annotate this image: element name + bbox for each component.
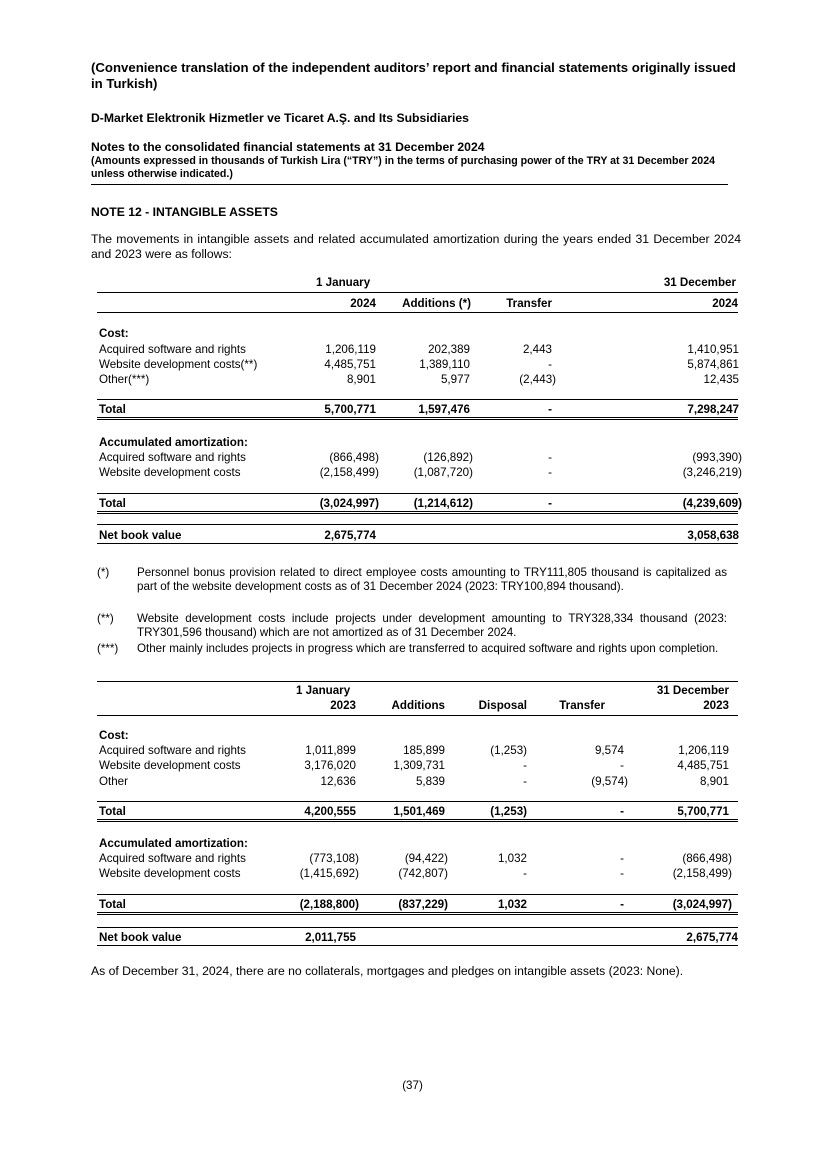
closing-paragraph: As of December 31, 2024, there are no collaterals, mortgages and pledges on intangible assets (2023: None). — [91, 964, 684, 978]
nbv-close: 3,058,638 — [687, 529, 739, 542]
double-underline — [97, 914, 738, 915]
close-value: (2,158,499) — [672, 867, 732, 880]
additions-total: 1,597,476 — [418, 403, 470, 416]
additions-total: 1,501,469 — [393, 805, 445, 818]
footnote-text: Other mainly includes projects in progress which are transferred to acquired software and rights upon completion. — [137, 642, 719, 655]
amort-label: Accumulated amortization: — [99, 436, 248, 449]
transfer-value: - — [548, 466, 552, 479]
col-open-top: 1 January — [296, 684, 351, 697]
close-value: 1,410,951 — [687, 343, 739, 356]
total-top-rule — [97, 493, 738, 494]
nbv-open: 2,675,774 — [324, 529, 376, 542]
disposal-value: - — [523, 775, 527, 788]
additions-value: (742,807) — [398, 867, 448, 880]
cost-label: Cost: — [99, 729, 129, 742]
open-value: 1,011,899 — [305, 744, 356, 757]
additions-value: 5,977 — [440, 373, 470, 386]
row-label: Website development costs — [99, 466, 241, 479]
open-total: (2,188,800) — [299, 898, 359, 911]
nbv-label: Net book value — [99, 931, 182, 944]
transfer-value: - — [620, 852, 624, 865]
transfer-total: - — [548, 497, 552, 510]
nbv-label: Net book value — [99, 529, 182, 542]
col-open-year: 2023 — [330, 699, 356, 712]
row-label: Acquired software and rights — [99, 343, 246, 356]
row-label: Acquired software and rights — [99, 451, 246, 464]
additions-value: (94,422) — [404, 852, 448, 865]
total-label: Total — [99, 403, 126, 416]
col-additions: Additions — [391, 699, 445, 712]
total-label: Total — [99, 497, 126, 510]
col-transfer: Transfer — [506, 297, 552, 310]
col-close-year: 2024 — [712, 297, 738, 310]
col-close-year: 2023 — [703, 699, 729, 712]
open-value: (1,415,692) — [299, 867, 359, 880]
total-top-rule — [97, 399, 738, 400]
transfer-total: - — [548, 403, 552, 416]
open-total: (3,024,997) — [319, 497, 379, 510]
transfer-value: - — [548, 358, 552, 371]
open-value: 1,206,119 — [325, 343, 376, 356]
open-value: (866,498) — [329, 451, 379, 464]
close-total: (3,024,997) — [672, 898, 732, 911]
col-disposal: Disposal — [478, 699, 527, 712]
nbv-bottom-rule — [97, 543, 738, 544]
close-value: 5,874,861 — [687, 358, 739, 371]
close-value: (866,498) — [682, 852, 732, 865]
disposal-value: 1,032 — [497, 852, 527, 865]
transfer-value: 2,443 — [522, 343, 552, 356]
row-label: Other(***) — [99, 373, 150, 386]
header-bottom-rule — [97, 312, 738, 313]
page-number: (37) — [402, 1079, 423, 1092]
col-additions: Additions (*) — [402, 297, 471, 310]
open-total: 5,700,771 — [324, 403, 376, 416]
nbv-open: 2,011,755 — [305, 931, 356, 944]
footnote-mark: (**) — [97, 612, 114, 625]
double-underline — [97, 821, 738, 822]
row-label: Website development costs — [99, 867, 241, 880]
nbv-top-rule — [97, 927, 738, 928]
disposal-total: 1,032 — [497, 898, 527, 911]
col-open-year: 2024 — [350, 297, 376, 310]
double-underline — [97, 513, 738, 514]
close-value: 1,206,119 — [678, 744, 729, 757]
disposal-total: (1,253) — [490, 805, 527, 818]
row-label: Website development costs — [99, 759, 241, 772]
transfer-value: 9,574 — [594, 744, 624, 757]
convenience-translation-note: (Convenience translation of the independent auditors’ report and financial statements originally issued in Turkish) — [91, 60, 736, 91]
transfer-value: - — [620, 759, 624, 772]
col-close-top: 31 December — [656, 684, 729, 697]
total-label: Total — [99, 805, 126, 818]
close-value: 4,485,751 — [677, 759, 729, 772]
disposal-value: - — [523, 867, 527, 880]
col-close-top: 31 December — [663, 276, 736, 289]
total-label: Total — [99, 898, 126, 911]
close-total: (4,239,609) — [682, 497, 742, 510]
col-open-top: 1 January — [316, 276, 371, 289]
close-value: 12,435 — [703, 373, 739, 386]
disposal-value: - — [523, 759, 527, 772]
additions-value: 5,839 — [415, 775, 445, 788]
close-value: 8,901 — [699, 775, 729, 788]
open-value: (2,158,499) — [319, 466, 379, 479]
close-value: (3,246,219) — [682, 466, 742, 479]
additions-value: (126,892) — [423, 451, 473, 464]
company-name: D-Market Elektronik Hizmetler ve Ticaret A.Ş. and Its Subsidiaries — [91, 111, 469, 125]
nbv-bottom-rule — [97, 945, 738, 946]
transfer-total: - — [620, 805, 624, 818]
total-bottom-rule — [97, 819, 738, 820]
close-value: (993,390) — [692, 451, 742, 464]
transfer-value: - — [548, 451, 552, 464]
additions-value: 202,389 — [428, 343, 470, 356]
nbv-top-rule — [97, 524, 738, 525]
row-label: Other — [99, 775, 128, 788]
notes-title: Notes to the consolidated financial statements at 31 December 2024 — [91, 140, 485, 154]
open-value: 8,901 — [346, 373, 376, 386]
footnote-text: Personnel bonus provision related to direct employee costs amounting to TRY111,805 thousand is capitalized as part of the website development costs as of 31 December 2024 (2023: TRY100,894 thousand). — [137, 566, 727, 593]
nbv-close: 2,675,774 — [686, 931, 738, 944]
open-value: 4,485,751 — [324, 358, 376, 371]
header-bottom-rule — [97, 715, 738, 716]
row-label: Acquired software and rights — [99, 744, 246, 757]
amounts-note: (Amounts expressed in thousands of Turkish Lira (“TRY”) in the terms of purchasing power of the TRY at 31 December 2024 unless otherwise indicated.) — [91, 155, 715, 180]
total-top-rule — [97, 801, 738, 802]
open-value: 3,176,020 — [304, 759, 356, 772]
total-bottom-rule — [97, 912, 738, 913]
double-underline — [97, 419, 738, 420]
cost-label: Cost: — [99, 327, 129, 340]
additions-value: 1,389,110 — [419, 358, 470, 371]
additions-value: 1,309,731 — [393, 759, 445, 772]
row-label: Website development costs(**) — [99, 358, 258, 371]
note-title: NOTE 12 - INTANGIBLE ASSETS — [91, 205, 278, 219]
close-total: 7,298,247 — [687, 403, 739, 416]
transfer-total: - — [620, 898, 624, 911]
additions-value: (1,087,720) — [413, 466, 473, 479]
total-bottom-rule — [97, 511, 738, 512]
close-total: 5,700,771 — [677, 805, 729, 818]
row-label: Acquired software and rights — [99, 852, 246, 865]
col-transfer: Transfer — [559, 699, 605, 712]
transfer-value: (9,574) — [591, 775, 628, 788]
footnote-text: Website development costs include projects under development amounting to TRY328,334 thousand (2023: TRY301,596 thousand) which are not amortized as of 31 December 2024. — [137, 612, 727, 639]
additions-total: (837,229) — [398, 898, 448, 911]
disposal-value: (1,253) — [490, 744, 527, 757]
additions-value: 185,899 — [403, 744, 445, 757]
header-rule — [91, 184, 728, 185]
table-top-rule — [97, 681, 738, 682]
header-top-rule — [97, 292, 738, 293]
open-total: 4,200,555 — [304, 805, 356, 818]
footnote-mark: (*) — [97, 566, 110, 579]
additions-total: (1,214,612) — [413, 497, 473, 510]
total-top-rule — [97, 894, 738, 895]
transfer-value: - — [620, 867, 624, 880]
open-value: (773,108) — [309, 852, 359, 865]
amort-label: Accumulated amortization: — [99, 837, 248, 850]
transfer-value: (2,443) — [519, 373, 556, 386]
footnote-mark: (***) — [97, 642, 119, 655]
open-value: 12,636 — [320, 775, 356, 788]
note-intro: The movements in intangible assets and related accumulated amortization during the years ended 31 December 2024 and 2023 were as follows: — [91, 232, 741, 261]
total-bottom-rule — [97, 417, 738, 418]
